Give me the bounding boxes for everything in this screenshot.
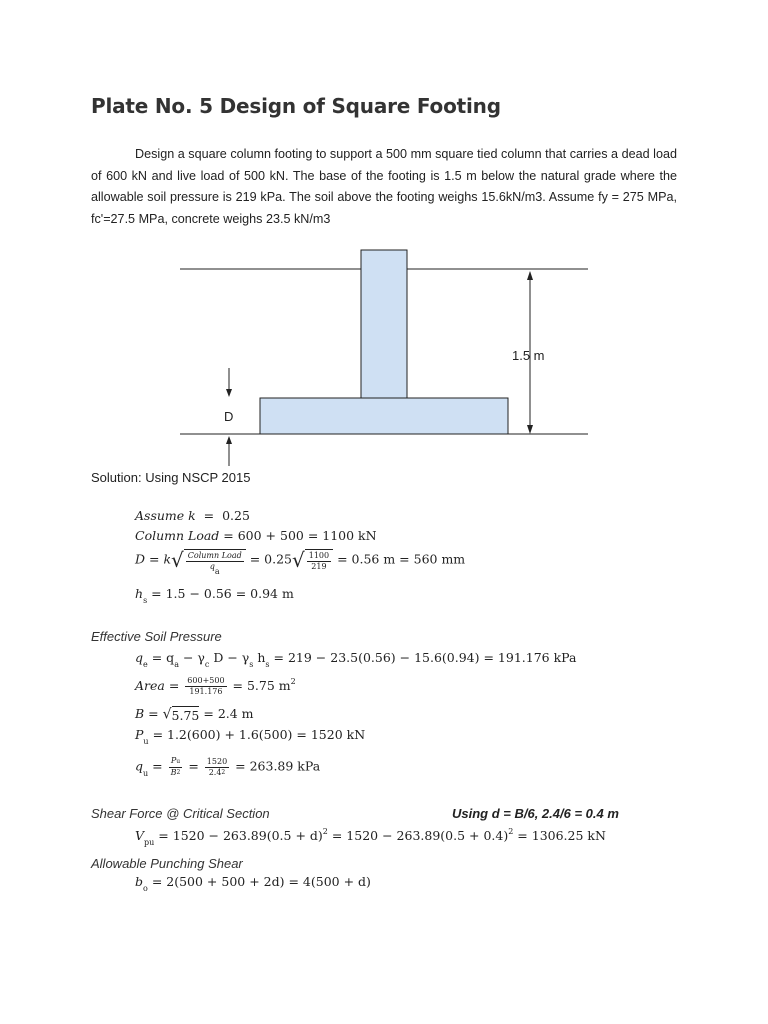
qe-lhs: q: [135, 650, 144, 665]
qe-part-sub: c: [204, 660, 210, 669]
qe-part: = q: [151, 650, 175, 665]
thickness-arrowhead-lower: [226, 436, 232, 444]
frac-den: q: [209, 561, 215, 571]
effective-pressure-heading: Effective Soil Pressure: [91, 629, 222, 644]
shear-heading: Shear Force @ Critical Section: [91, 806, 270, 821]
eq-load-lhs: Column Load: [135, 528, 220, 543]
sqrt-sign: √ $\frac{1100}{219}$: [292, 548, 333, 572]
vpu-sub: pu: [144, 838, 155, 847]
eq-k-rhs: 0.25: [222, 508, 250, 523]
vpu-sup: 2: [322, 827, 328, 836]
footing-slab-shape: [260, 398, 508, 434]
eq-d-rhs: = 0.56 m = 560 mm: [337, 551, 466, 567]
frac-num: 600+500: [187, 676, 225, 685]
thickness-label: D: [224, 409, 234, 424]
qe-sub: e: [143, 660, 148, 669]
vpu-result: = 1306.25 kN: [517, 828, 606, 843]
fraction: [307, 551, 331, 572]
solution-heading: Solution: Using NSCP 2015: [91, 470, 251, 485]
eq-pu: [135, 727, 366, 746]
qe-part: − γ: [182, 650, 205, 665]
page-title: Plate No. 5 Design of Square Footing: [91, 94, 501, 118]
eq-b: [135, 706, 254, 723]
qe-part-sub: a: [174, 660, 179, 669]
qu-rhs: = 263.89 kPa: [235, 758, 321, 774]
frac-den: 191.176: [189, 687, 223, 696]
qe-result: = 219 − 23.5(0.56) − 15.6(0.94) = 191.176 kPa: [273, 650, 577, 665]
bo-lhs: b: [135, 874, 144, 889]
qu-eq: =: [188, 758, 199, 774]
qe-part-sub: s: [249, 660, 254, 669]
frac-num: 1520: [206, 756, 228, 766]
eq-d-mid: = 0.25: [249, 551, 292, 567]
eq-hs-lhs: h: [135, 586, 144, 601]
eq-depth: [135, 548, 466, 576]
frac-num: 1100: [308, 550, 330, 560]
punching-heading: Allowable Punching Shear: [91, 856, 243, 871]
column-shape: [361, 250, 407, 398]
frac-den-sup: 2: [176, 769, 181, 776]
eq-area: [135, 676, 296, 697]
bo-sub: o: [143, 884, 148, 893]
b-radicand: 5.75: [171, 708, 200, 723]
area-lhs: Area =: [135, 678, 180, 693]
b-rhs: = 2.4 m: [203, 706, 254, 721]
vpu-part: = 1520 − 263.89(0.5 + 0.4): [331, 828, 509, 843]
eq-qe: [135, 650, 577, 669]
problem-statement: [91, 144, 677, 230]
eq-vpu: [135, 827, 606, 847]
qe-part-sub: s: [265, 660, 270, 669]
eq-bo: [135, 874, 371, 893]
frac-den-sub: a: [214, 566, 220, 576]
footing-diagram: [0, 240, 768, 470]
depth-arrow-bottom: [527, 425, 533, 434]
thickness-arrowhead-upper: [226, 389, 232, 397]
frac-den: 219: [311, 561, 327, 571]
frac-num: P: [170, 756, 177, 765]
depth-arrow-top: [527, 271, 533, 280]
area-rhs: = 5.75 m: [232, 678, 291, 693]
pu-rhs: = 1.2(600) + 1.6(500) = 1520 kN: [152, 727, 366, 742]
qe-part: h: [257, 650, 266, 665]
qu-sub: u: [143, 768, 149, 778]
area-sup: 2: [290, 677, 296, 686]
eq-qu: [135, 756, 320, 778]
eq-d-lhs: D = k: [135, 551, 172, 567]
eq-column-load: Column Load = 600 + 500 = 1100 kN: [135, 528, 377, 543]
b-lhs: B =: [135, 706, 159, 721]
pu-sub: u: [143, 737, 149, 746]
sqrt-sign: √ $\frac{\text{Column Load}}{qa}$: [171, 548, 246, 572]
depth-label: 1.5 m: [512, 348, 545, 363]
vpu-sup: 2: [508, 827, 514, 836]
eq-assume-k: Assume k = 0.25: [135, 508, 250, 523]
frac-den: B: [170, 768, 177, 777]
vpu-part: = 1520 − 263.89(0.5 + d): [158, 828, 323, 843]
qu-eq: =: [152, 758, 163, 774]
frac-num-sub: u: [176, 758, 181, 765]
qe-part: D − γ: [213, 650, 250, 665]
eq-hs: [135, 586, 294, 605]
frac-den: 2.4: [208, 767, 222, 777]
eq-hs-sub: s: [143, 596, 148, 605]
sqrt-sign: √5.75: [162, 706, 200, 723]
fraction: [186, 550, 244, 576]
frac-num: Column Load: [187, 550, 242, 560]
frac-den-sup: 2: [221, 768, 226, 776]
fraction: [169, 756, 183, 778]
fraction: [185, 676, 226, 697]
fraction: [205, 757, 229, 778]
eq-hs-rhs: = 1.5 − 0.56 = 0.94 m: [151, 586, 294, 601]
vpu-lhs: V: [135, 828, 145, 843]
shear-note: Using d = B/6, 2.4/6 = 0.4 m: [452, 806, 619, 821]
pu-lhs: P: [135, 727, 144, 742]
qu-lhs: q: [135, 758, 144, 774]
eq-k-lhs: Assume k: [135, 508, 196, 523]
problem-text: Design a square column footing to support a 500 mm square tied column that carries a dead load of 600 kN and live load of 500 kN. The base of the footing is 1.5 m below the natural grade where the allowable soil pressure is 219 kPa. The soil above the footing weighs 15.6kN/m3. Assume fy = 275 MPa, fc'=27.5 MPa, concrete weighs 23.5 kN/m3: [91, 147, 677, 226]
bo-rhs: = 2(500 + 500 + 2d) = 4(500 + d): [151, 874, 371, 889]
eq-load-rhs: 600 + 500 = 1100 kN: [237, 528, 377, 543]
